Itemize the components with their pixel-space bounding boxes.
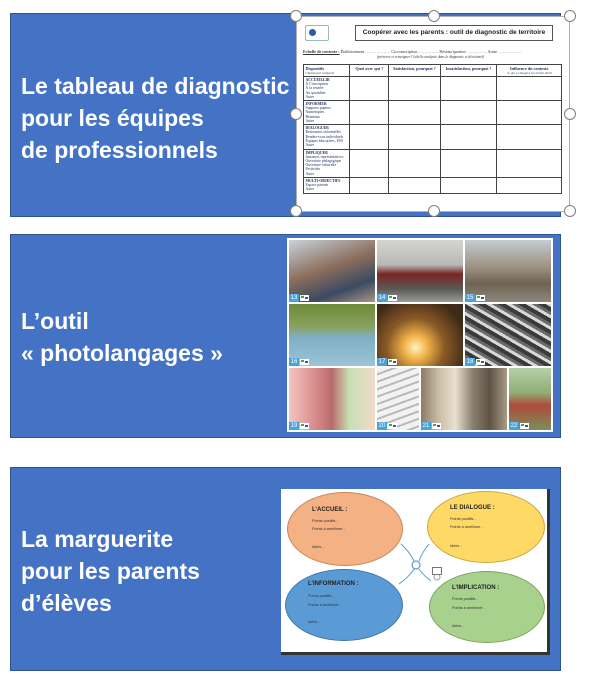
resize-handle-bottom-left[interactable]	[290, 205, 302, 217]
photo-crowd	[289, 240, 375, 302]
diagnostic-table-image[interactable]	[296, 16, 570, 212]
photo-number: 15	[466, 295, 474, 301]
photo-chairs	[377, 368, 419, 430]
petal-dialogue	[427, 491, 545, 563]
photo-logo-icon	[388, 295, 397, 301]
photo-logo-icon	[300, 295, 309, 301]
petal-line: Points positifs -	[308, 594, 334, 598]
photo-canoe	[289, 304, 375, 366]
photo-number: 13	[290, 295, 298, 301]
petal-title: L’IMPLICATION :	[452, 585, 500, 591]
table-row: MULTI-OBJECTIFS Espace parents Autre	[304, 178, 562, 194]
photo-number: 21	[422, 423, 430, 429]
petal-line: Idées -	[312, 545, 324, 549]
resize-handle-top-left[interactable]	[290, 10, 302, 22]
petal-line: Idées -	[308, 620, 320, 624]
resize-handle-top-right[interactable]	[564, 10, 576, 22]
panel-title-marguerite: La marguerite pour les parents d’élèves	[21, 526, 200, 616]
photo-logo-icon	[476, 359, 485, 365]
photo-logo-icon	[388, 359, 397, 365]
photo-number: 16	[290, 359, 298, 365]
photo-logo-icon	[432, 423, 441, 429]
photo-number: 18	[466, 359, 474, 365]
resize-handle-top-center[interactable]	[428, 10, 440, 22]
panel-title-diagnostic: Le tableau de diagnostic pour les équipes de professionnels	[21, 73, 290, 163]
petal-line: Points à améliorer -	[308, 603, 341, 607]
scale-fields: Établissement ……………… Circonscription…………… Réseau/quartier…………… Autre………………	[340, 49, 523, 54]
photo-children-walking	[509, 368, 551, 430]
column-header: Insatisfaction, pourquoi ?	[440, 65, 497, 77]
photo-graffiti	[465, 304, 551, 366]
petal-title: L’INFORMATION :	[308, 581, 359, 587]
table-row: INFORMER Supports papiers Numériques Réunions Autre	[304, 101, 562, 125]
diagnostic-grid	[303, 64, 562, 194]
petal-title: LE DIALOGUE :	[450, 505, 495, 511]
panel-title-photolangages: L’outil « photolangages »	[21, 308, 223, 366]
petal-line: Points à améliorer -	[450, 525, 483, 529]
petal-implication	[429, 571, 545, 643]
photo-number: 20	[378, 423, 386, 429]
petal-line: Points positifs -	[312, 519, 338, 523]
column-header: Dispositifs Classés par catégorie	[304, 65, 350, 77]
petal-line: Points positifs -	[450, 517, 476, 521]
table-row: ACCUEILLIR À l’inscription À la rentrée Au quotidien Autre	[304, 77, 562, 101]
image-icon	[432, 567, 442, 575]
scale-note: (préserve et renseigner l’échelle analysée dans le diagnostic et décisionel)	[377, 55, 485, 59]
scale-label: Echelle de contexte :	[303, 49, 340, 54]
petal-line: Points à améliorer -	[312, 527, 345, 531]
photo-number: 14	[378, 295, 386, 301]
petal-line: Idées -	[450, 544, 462, 548]
marguerite-diagram[interactable]	[281, 489, 550, 655]
resize-handle-bottom-center[interactable]	[428, 205, 440, 217]
table-row: IMPLIQUER Instances représentatives Ouverture pédagogique Ouverture culturelle Festivités Autre	[304, 149, 562, 177]
resize-handle-bottom-right[interactable]	[564, 205, 576, 217]
scale-line	[303, 49, 565, 54]
photo-logo-icon	[300, 359, 309, 365]
column-header: Satisfaction, pourquoi ?	[389, 65, 441, 77]
photo-number: 22	[510, 423, 518, 429]
photo-logo-icon	[476, 295, 485, 301]
column-header: Influence du contexte ce qui a changé à la rentrée 2020	[497, 65, 562, 77]
photo-number: 19	[290, 423, 298, 429]
table-row: DIALOGUER Rencontres informelles Rendez-vous individuels Équipes éducatives, ESS Autre	[304, 125, 562, 149]
photolangage-grid[interactable]	[287, 238, 553, 432]
petal-line: Points à améliorer -	[452, 606, 485, 610]
photo-number: 17	[378, 359, 386, 365]
photo-logo-icon	[300, 423, 309, 429]
column-header: Quoi avec qui ?	[350, 65, 389, 77]
photo-holding-hands	[289, 368, 375, 430]
photo-forest-sunset	[377, 304, 463, 366]
diagnostic-title: Coopérer avec les parents : outil de diagnostic de territoire	[355, 25, 553, 41]
photo-door	[421, 368, 507, 430]
photo-logo-icon	[388, 423, 397, 429]
resize-handle-middle-right[interactable]	[564, 108, 576, 120]
resize-handle-middle-left[interactable]	[290, 108, 302, 120]
petal-information	[285, 569, 403, 641]
photo-ruins	[465, 240, 551, 302]
photo-logo-icon	[520, 423, 529, 429]
petal-line: Idées -	[452, 624, 464, 628]
petal-accueil	[287, 492, 403, 566]
logo-icon	[305, 25, 329, 41]
photo-car-parking	[377, 240, 463, 302]
petal-title: L’ACCUEIL :	[312, 507, 348, 513]
petal-line: Points positifs -	[452, 597, 478, 601]
